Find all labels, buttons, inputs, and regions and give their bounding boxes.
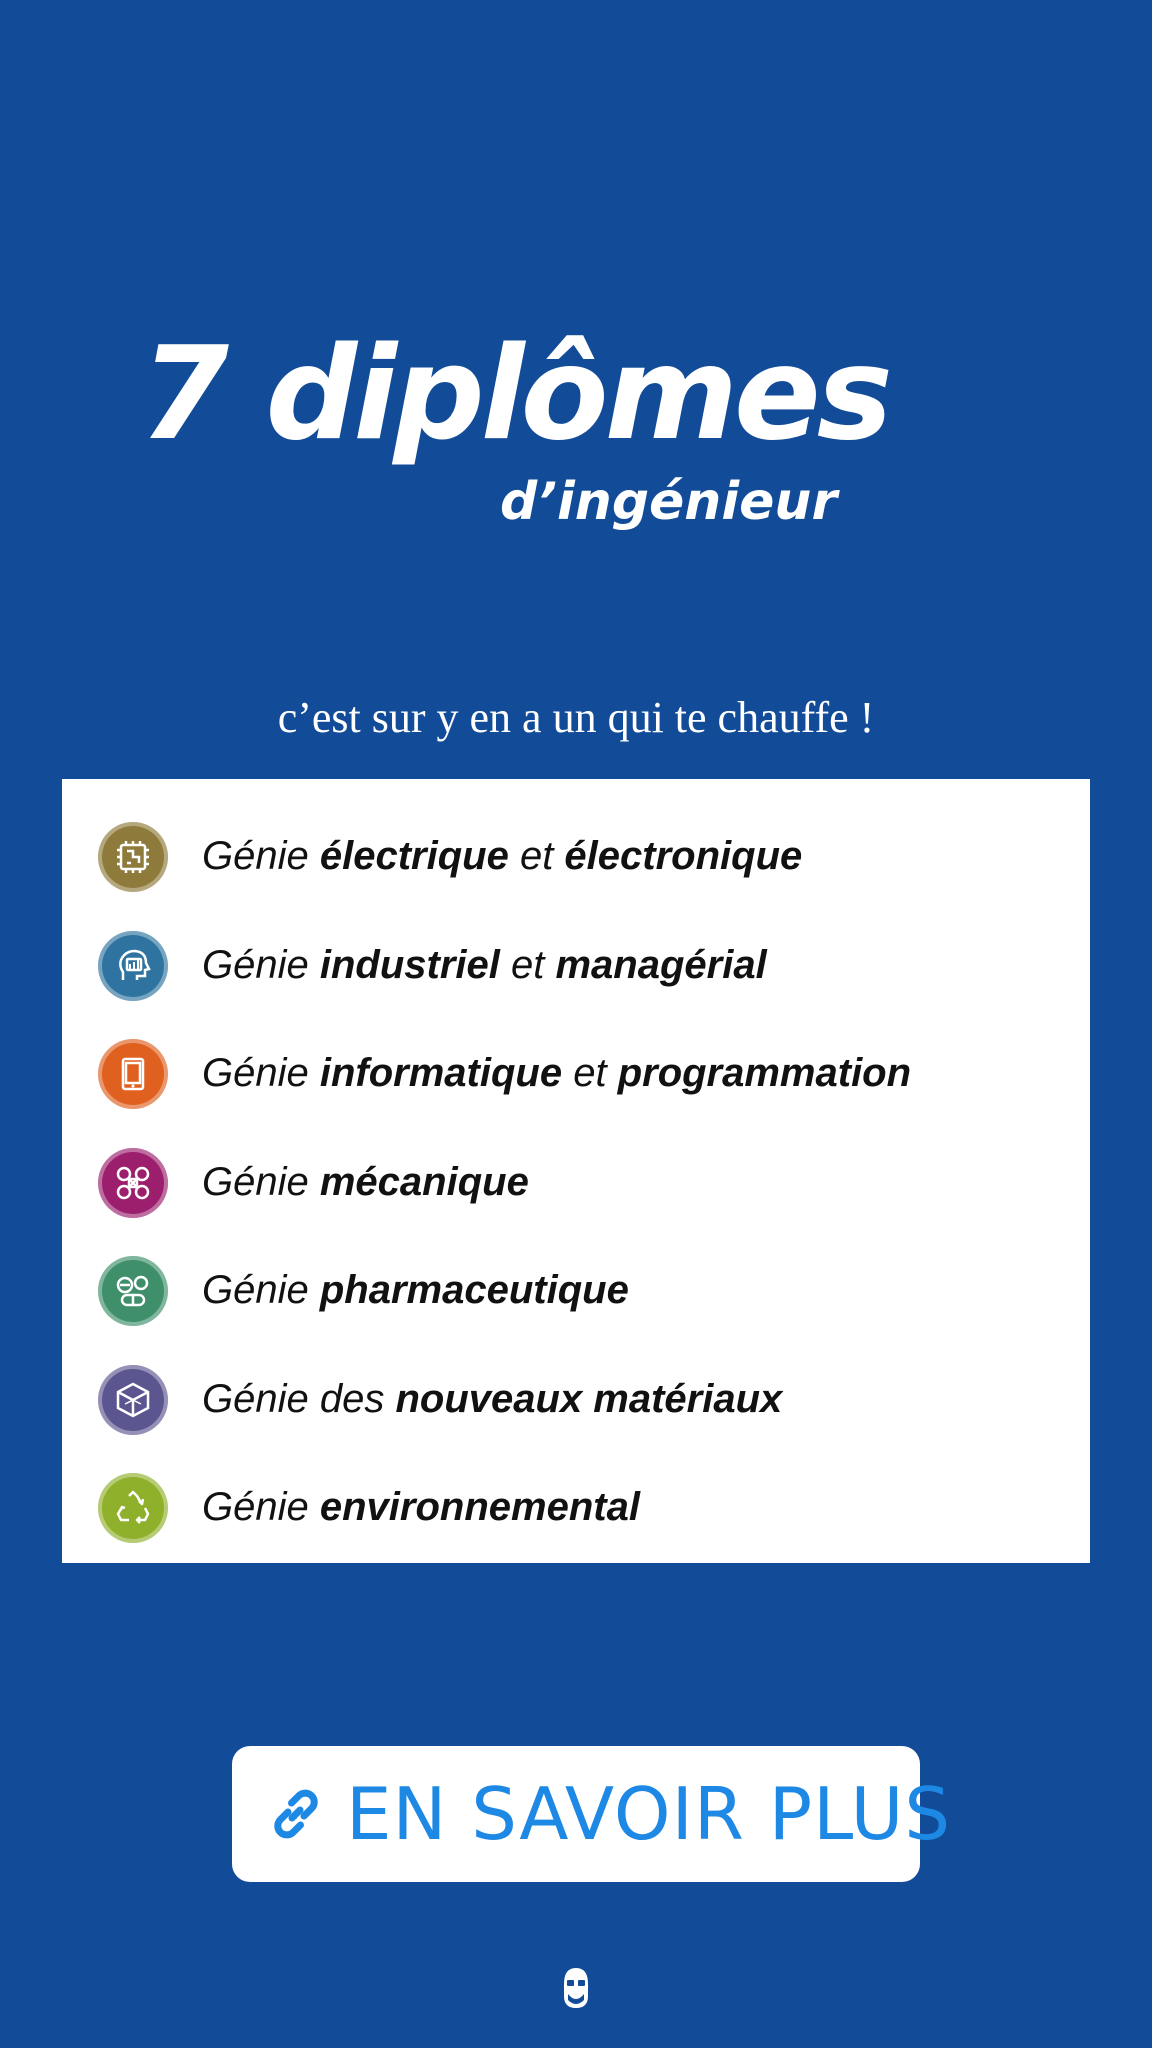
program-name-text: et bbox=[562, 1051, 618, 1095]
program-item bbox=[62, 1349, 1090, 1449]
program-name-bold: nouveaux matériaux bbox=[395, 1376, 783, 1421]
program-name-text: Génie bbox=[202, 1485, 320, 1529]
program-name-text: Génie des bbox=[202, 1376, 396, 1421]
program-name-bold: informatique bbox=[319, 1051, 563, 1095]
cta-label: EN SAVOIR PLUS bbox=[346, 1772, 952, 1856]
program-name-bold: mécanique bbox=[319, 1159, 529, 1204]
headline-main: 7 diplômes bbox=[140, 320, 889, 469]
program-name-bold: pharmaceutique bbox=[319, 1268, 629, 1312]
program-item bbox=[62, 1457, 1090, 1557]
program-name-text: et bbox=[499, 942, 556, 987]
program-name-bold: programmation bbox=[617, 1051, 912, 1095]
headline bbox=[0, 320, 1152, 550]
program-label bbox=[202, 1156, 529, 1208]
program-label bbox=[202, 1264, 629, 1316]
program-name-text: Génie bbox=[202, 1159, 320, 1204]
program-list bbox=[62, 779, 1090, 1563]
program-item bbox=[62, 1132, 1090, 1232]
program-name-bold: environnemental bbox=[319, 1485, 640, 1529]
tablet-icon bbox=[98, 1039, 168, 1109]
program-label bbox=[202, 939, 767, 991]
program-name-text: Génie bbox=[202, 1268, 320, 1312]
cube-icon bbox=[98, 1365, 168, 1435]
pills-icon bbox=[98, 1256, 168, 1326]
program-label bbox=[202, 1481, 640, 1533]
program-name-text: et bbox=[508, 834, 565, 878]
drone-icon bbox=[98, 1148, 168, 1218]
program-name-bold: électronique bbox=[564, 834, 803, 878]
tagline: c’est sur y en a un qui te chauffe ! bbox=[277, 693, 875, 742]
program-name-bold: industriel bbox=[319, 942, 500, 987]
recycle-icon bbox=[98, 1473, 168, 1543]
program-label bbox=[202, 830, 802, 882]
program-name-bold: managérial bbox=[555, 942, 767, 987]
program-name-text: Génie bbox=[202, 942, 320, 987]
program-item bbox=[62, 806, 1090, 906]
link-icon bbox=[264, 1782, 328, 1846]
head-chart-icon bbox=[98, 931, 168, 1001]
program-name-text: Génie bbox=[202, 834, 320, 878]
program-name-text: Génie bbox=[202, 1051, 320, 1095]
avatar-icon bbox=[556, 1964, 596, 2012]
circuit-chip-icon bbox=[98, 822, 168, 892]
headline-sub: d’ingénieur bbox=[500, 472, 838, 532]
en-savoir-plus-button[interactable] bbox=[232, 1746, 952, 1882]
program-item bbox=[62, 1240, 1090, 1340]
program-name-bold: électrique bbox=[319, 834, 509, 878]
program-item bbox=[62, 1023, 1090, 1123]
program-label bbox=[202, 1373, 782, 1425]
program-label bbox=[202, 1047, 911, 1099]
program-item bbox=[62, 915, 1090, 1015]
